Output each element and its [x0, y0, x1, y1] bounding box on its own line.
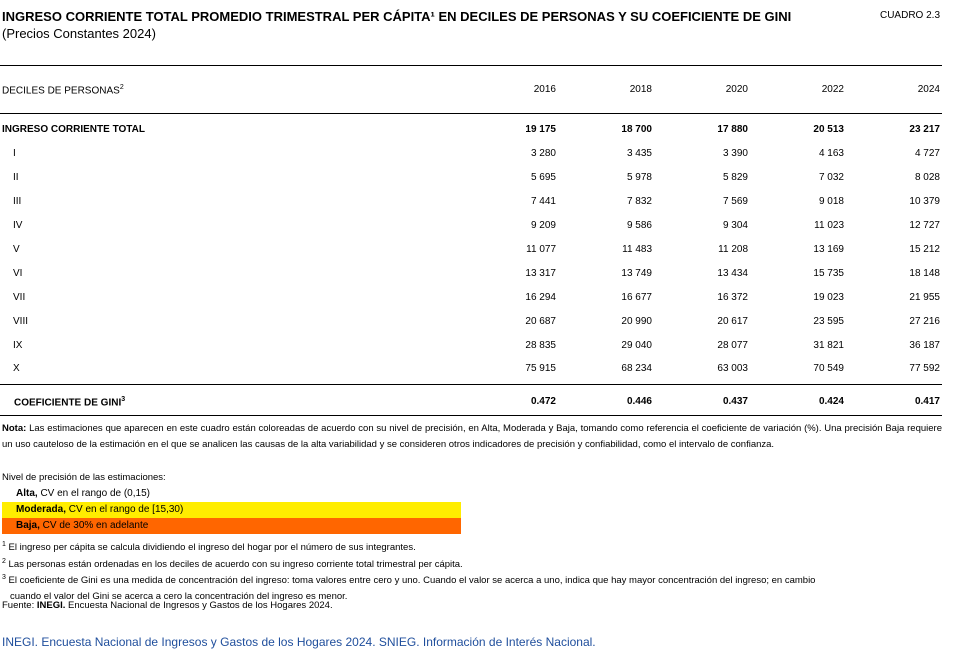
- level-moderate: Moderada, CV en el rango de [15,30): [2, 502, 461, 518]
- cell-2018: 9 586: [626, 220, 652, 231]
- fuente: Fuente: INEGI. Encuesta Nacional de Ingresos y Gastos de los Hogares 2024.: [2, 600, 333, 611]
- cell-2016: 7 441: [530, 196, 556, 207]
- row-label: IX: [13, 340, 23, 351]
- cell-2024: 8 028: [914, 172, 940, 183]
- year-header-2016: 2016: [533, 84, 556, 95]
- cell-2018: 68 234: [621, 363, 652, 374]
- footnote-2: $^2$ Las personas están ordenadas en los deciles de acuerdo con su ingreso corriente total trimestral per cápita.: [2, 558, 463, 571]
- cell-2020: 13 434: [717, 268, 748, 279]
- year-header-2020: 2020: [725, 84, 748, 95]
- table-row: [0, 196, 942, 212]
- cell-2020: 9 304: [722, 220, 748, 231]
- cell-2018: 7 832: [626, 196, 652, 207]
- cell-2024: 36 187: [909, 340, 940, 351]
- cell-2018: 11 483: [622, 244, 652, 255]
- row-label: III: [13, 196, 22, 207]
- cell-2018: 5 978: [626, 172, 652, 183]
- year-header-2024: 2024: [917, 84, 940, 95]
- cell-2016: 9 209: [530, 220, 556, 231]
- cuadro-number: CUADRO 2.3: [879, 10, 940, 21]
- cell-2022: 31 821: [813, 340, 844, 351]
- table-row-total: [0, 124, 942, 140]
- cell-2022: 19 023: [813, 292, 844, 303]
- top-rule: [0, 65, 942, 66]
- table-row: [0, 244, 942, 260]
- footnote-1: $^1$ El ingreso per cápita se calcula dividiendo el ingreso del hogar por el número de sus integrantes.: [2, 541, 416, 554]
- row-label: II: [13, 172, 19, 183]
- cell-2020: 11 208: [718, 244, 748, 255]
- cell-2020: 16 372: [717, 292, 748, 303]
- cell-2016: 3 280: [530, 148, 556, 159]
- cell-2018: 29 040: [621, 340, 652, 351]
- cell-2020: 5 829: [722, 172, 748, 183]
- source-link[interactable]: INEGI. Encuesta Nacional de Ingresos y Gastos de los Hogares 2024. SNIEG. Información de Interés Nacional.: [2, 635, 596, 649]
- table-row: [0, 172, 942, 188]
- table-row: [0, 148, 942, 164]
- cell-2024: 15 212: [909, 244, 940, 255]
- row-label: VII: [13, 292, 26, 303]
- cell-2022: 7 032: [818, 172, 844, 183]
- cell-2022: 0.424: [818, 396, 844, 407]
- cell-2022: 70 549: [813, 363, 844, 374]
- cell-2018: 18 700: [621, 124, 652, 135]
- cell-2024: 21 955: [909, 292, 940, 303]
- cell-2018: 16 677: [621, 292, 652, 303]
- cell-2022: 9 018: [818, 196, 844, 207]
- cell-2016: 20 687: [525, 316, 556, 327]
- cell-2022: 11 023: [814, 220, 844, 231]
- cell-2024: 12 727: [909, 220, 940, 231]
- cell-2020: 28 077: [717, 340, 748, 351]
- levels-title: Nivel de precisión de las estimaciones:: [2, 472, 166, 483]
- cell-2018: 0.446: [626, 396, 652, 407]
- row-label: INGRESO CORRIENTE TOTAL: [2, 124, 145, 135]
- year-header-2022: 2022: [821, 84, 844, 95]
- level-high: Alta, CV en el rango de (0,15): [16, 488, 150, 499]
- footnote-3: $^3$ El coeficiente de Gini es una medida de concentración del ingreso: toma valores entre cero y uno. Cuando el valor se acerca a uno, indica que hay mayor concentración del ingreso; en cambio cuando el valor del Gini se acerca a cero la concentración del ingreso es menor.: [2, 574, 816, 603]
- cell-2020: 17 880: [717, 124, 748, 135]
- gini-rule: [0, 384, 942, 385]
- table-row: [0, 363, 942, 379]
- cell-2020: 3 390: [722, 148, 748, 159]
- cell-2020: 7 569: [722, 196, 748, 207]
- cell-2018: 13 749: [621, 268, 652, 279]
- cell-2024: 10 379: [909, 196, 940, 207]
- cell-2020: 63 003: [717, 363, 748, 374]
- cell-2022: 15 735: [813, 268, 844, 279]
- header-rule: [0, 113, 942, 114]
- level-low: Baja, CV de 30% en adelante: [2, 518, 461, 534]
- table-row: [0, 292, 942, 308]
- table-subtitle: (Precios Constantes 2024): [2, 26, 156, 41]
- cell-2020: 20 617: [717, 316, 748, 327]
- table-row-gini: [0, 396, 942, 412]
- row-label: I: [13, 148, 16, 159]
- cell-2016: 0.472: [530, 396, 556, 407]
- cell-2022: 4 163: [818, 148, 844, 159]
- row-label: VIII: [13, 316, 29, 327]
- row-label: COEFICIENTE DE GINI$^3$: [14, 396, 126, 409]
- cell-2016: 75 915: [525, 363, 556, 374]
- cell-2016: 13 317: [525, 268, 556, 279]
- row-label: VI: [13, 268, 23, 279]
- cell-2018: 3 435: [626, 148, 652, 159]
- cell-2020: 0.437: [722, 396, 748, 407]
- cell-2024: 27 216: [909, 316, 940, 327]
- cell-2022: 13 169: [813, 244, 844, 255]
- cell-2024: 18 148: [909, 268, 940, 279]
- cell-2022: 23 595: [813, 316, 844, 327]
- year-header-2018: 2018: [629, 84, 652, 95]
- cell-2016: 11 077: [526, 244, 556, 255]
- table-row: [0, 220, 942, 236]
- table-title: INGRESO CORRIENTE TOTAL PROMEDIO TRIMESTRAL PER CÁPITA¹ EN DECILES DE PERSONAS Y SU COEFICIENTE DE GINI: [2, 9, 792, 24]
- row-label: V: [13, 244, 20, 255]
- table-row: [0, 268, 942, 284]
- cell-2024: 4 727: [914, 148, 940, 159]
- cell-2016: 16 294: [525, 292, 556, 303]
- cell-2022: 20 513: [813, 124, 844, 135]
- precision-note: Nota: Las estimaciones que aparecen en este cuadro están coloreadas de acuerdo con su nivel de precisión, en Alta, Moderada y Baja, tomando como referencia el coeficiente de variación (%). Una precisión Baja requiere un uso cauteloso de la estimación en el que se analicen las causas de la alta variabilidad y se consideren otros indicadores de precisión y confiabilidad, como el intervalo de confianza.: [2, 423, 942, 450]
- bottom-rule: [0, 415, 942, 416]
- table-row: [0, 316, 942, 332]
- cell-2016: 28 835: [525, 340, 556, 351]
- table-row: [0, 340, 942, 356]
- row-header-label: DECILES DE PERSONAS$^2$: [2, 84, 124, 97]
- cell-2024: 0.417: [914, 396, 940, 407]
- row-label: X: [13, 363, 20, 374]
- cell-2018: 20 990: [621, 316, 652, 327]
- row-label: IV: [13, 220, 23, 231]
- cell-2024: 23 217: [909, 124, 940, 135]
- cell-2016: 5 695: [530, 172, 556, 183]
- cell-2024: 77 592: [909, 363, 940, 374]
- cell-2016: 19 175: [525, 124, 556, 135]
